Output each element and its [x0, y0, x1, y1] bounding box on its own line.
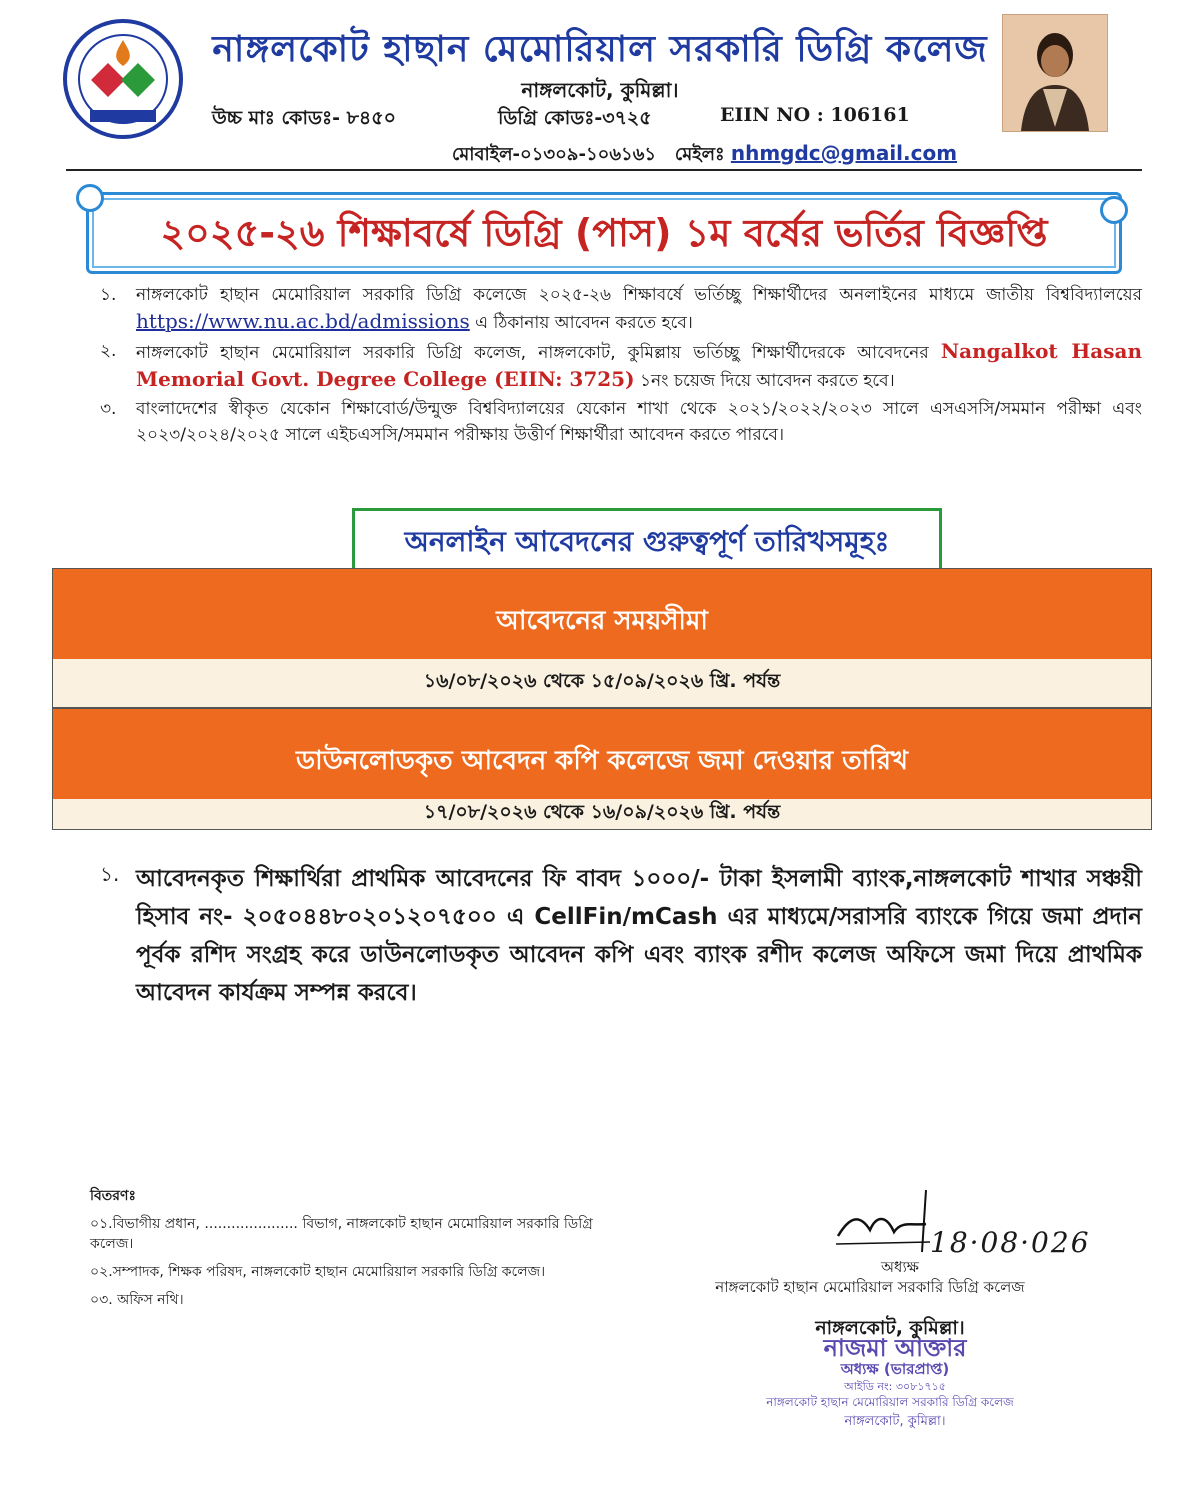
stamp-place: নাঙ্গলকোট, কুমিল্লা। [844, 1414, 946, 1429]
college-name: নাঙ্গলকোট হাছান মেমোরিয়াল সরকারি ডিগ্রি কলেজ [212, 29, 988, 70]
admissions-link[interactable]: https://www.nu.ac.bd/admissions [136, 309, 470, 333]
point-2 [136, 338, 1142, 394]
signatory-place: নাঙ্গলকোট, কুমিল্লা। [815, 1317, 965, 1339]
header-divider [66, 169, 1142, 171]
fee-note: আবেদনকৃত শিক্ষার্থিরা প্রাথমিক আবেদনের ফি বাবদ ১০০০/- টাকা ইসলামী ব্যাংক,নাঙ্গলকোট শাখার সঞ্চয়ী হিসাব নং- ২০৫০৪৪৮০২০১২০৭৫০০ এ CellFin/mCash এর মাধ্যমে/সরাসরি ব্যাংকে গিয়ে জমা প্রদান পূর্বক রশিদ সংগ্রহ করে ডাউনলোডকৃত আবেদন কপি এবং ব্যাংক রশীদ কলেজ অফিসে জমা দিয়ে প্রাথমিক আবেদন কার্যক্রম সম্পন্ন করবে। [136, 866, 1142, 1006]
point-number: ১. [100, 285, 117, 305]
distribution-label: বিতরণঃ [90, 1188, 136, 1204]
stamp-title: অধ্যক্ষ (ভারপ্রাপ্ত) [840, 1360, 950, 1378]
table-value: ১৬/০৮/২০২৬ থেকে ১৫/০৯/২০২৬ খ্রি. পর্যন্ত [423, 670, 781, 692]
table-heading: আবেদনের সময়সীমা [53, 569, 1151, 659]
contact-line [452, 140, 957, 171]
signatory-college: নাঙ্গলকোট হাছান মেমোরিয়াল সরকারি ডিগ্রি কলেজ [715, 1278, 1025, 1296]
point-number: ২. [100, 341, 117, 361]
college-logo-icon [52, 18, 194, 140]
point-1-text-end: এ ঠিকানায় আবেদন করতে হবে। [475, 313, 693, 333]
stamp-name: নাজমা আক্তার [823, 1334, 967, 1362]
point-1 [136, 282, 1142, 336]
application-period-table [52, 568, 1152, 708]
email-label: মেইলঃ [674, 144, 725, 165]
notice-title-box [86, 192, 1122, 274]
distribution-item: ০১.বিভাগীয় প্রধান, ..................... বিভাগ, নাঙ্গলকোট হাছান মেমোরিয়াল সরকারি ডিগ্রি কলেজ। [90, 1216, 593, 1252]
stamp-id: আইডি নং: ৩০৮১৭১৫ [844, 1380, 946, 1393]
scroll-curl-icon [76, 184, 104, 212]
signatory-designation: অধ্যক্ষ [881, 1258, 919, 1276]
dates-title: অনলাইন আবেদনের গুরুত্বপূর্ণ তারিখসমূহঃ [404, 525, 890, 558]
college-location: নাঙ্গলকোট, কুমিল্লা। [521, 78, 679, 102]
degree-code: ডিগ্রি কোডঃ-৩৭২৫ [498, 107, 652, 129]
note-number: ১. [100, 862, 120, 886]
hsc-code: উচ্চ মাঃ কোডঃ- ৮৪৫০ [212, 107, 396, 129]
college-choice-name: Nangalkot Hasan Memorial Govt. Degree College (EIIN: 3725) [136, 339, 1143, 391]
point-2-text: নাঙ্গলকোট হাছান মেমোরিয়াল সরকারি ডিগ্রি কলেজ, নাঙ্গলকোট, কুমিল্লায় ভর্তিচ্ছু শিক্ষার্থীদেরকে আবেদনের [136, 343, 929, 363]
point-1-text: নাঙ্গলকোট হাছান মেমোরিয়াল সরকারি ডিগ্রি কলেজে ২০২৫-২৬ শিক্ষাবর্ষে ভর্তিচ্ছু শিক্ষার্থীদের অনলাইনের মাধ্যমে জাতীয় বিশ্ববিদ্যালয়ের [136, 285, 1142, 305]
distribution-item: ০৩. অফিস নথি। [90, 1292, 184, 1308]
table-value: ১৭/০৮/২০২৬ থেকে ১৬/০৯/২০২৬ খ্রি. পর্যন্ত [423, 801, 781, 823]
eiin-number: EIIN NO : 106161 [720, 104, 910, 126]
distribution-item: ০২.সম্পাদক, শিক্ষক পরিষদ, নাঙ্গলকোট হাছান মেমোরিয়াল সরকারি ডিগ্রি কলেজ। [90, 1264, 546, 1280]
point-2-text-end: ১নং চয়েজ দিয়ে আবেদন করতে হবে। [639, 371, 895, 391]
signature-date: 18·08·026 [930, 1226, 1091, 1259]
scroll-curl-icon [1100, 196, 1128, 224]
submission-date-table [52, 708, 1152, 830]
stamp-college: নাঙ্গলকোট হাছান মেমোরিয়াল সরকারি ডিগ্রি কলেজ [766, 1395, 1014, 1409]
mobile-number: মোবাইল-০১৩০৯-১০৬১৬১ [452, 144, 657, 165]
point-number: ৩. [100, 399, 117, 419]
table-heading: ডাউনলোডকৃত আবেদন কপি কলেজে জমা দেওয়ার তারিখ [53, 709, 1151, 799]
notice-title: ২০২৫-২৬ শিক্ষাবর্ষে ডিগ্রি (পাস) ১ম বর্ষের ভর্তির বিজ্ঞপ্তি [160, 211, 1048, 255]
email-link[interactable]: nhmgdc@gmail.com [730, 141, 958, 165]
portrait-image [1002, 14, 1108, 132]
point-3: বাংলাদেশের স্বীকৃত যেকোন শিক্ষাবোর্ড/উন্মুক্ত বিশ্ববিদ্যালয়ের যেকোন শাখা থেকে ২০২১/২০২২/২০২৩ সালে এসএসসি/সমমান পরীক্ষা এবং ২০২৩/২০২৪/২০২৫ সালে এইচএসসি/সমমান পরীক্ষায় উত্তীর্ণ শিক্ষার্থীরা আবেদন করতে পারবে। [136, 399, 1142, 445]
